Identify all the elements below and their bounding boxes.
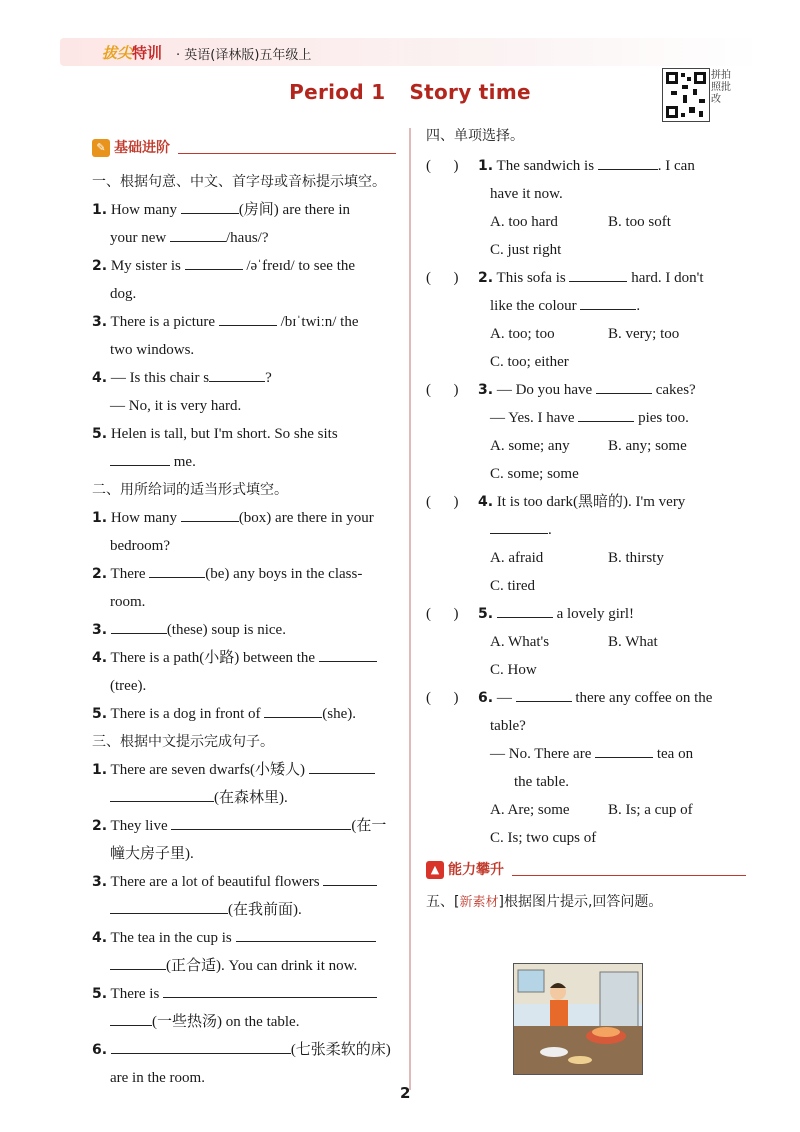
section-header-basic: ✎ 基础进阶 [92, 134, 396, 162]
answer-blank[interactable] [149, 561, 205, 578]
answer-blank[interactable] [163, 981, 377, 998]
question: 4. — Is this chair s ? [92, 364, 396, 392]
option-a[interactable]: A. some; any [490, 438, 570, 454]
answer-blank[interactable] [516, 685, 572, 702]
answer-blank[interactable] [181, 197, 239, 214]
brand-logo: 拔尖特训 [102, 44, 163, 62]
kitchen-illustration [513, 963, 643, 1075]
question: 5. There is a dog in front of (she). [92, 700, 396, 728]
question: 2. My sister is /əˈfreɪd/ to see the [92, 252, 396, 280]
answer-blank[interactable] [598, 153, 658, 170]
answer-blank[interactable] [110, 953, 166, 970]
question: 5. Helen is tall, but I'm short. So she sits [92, 426, 338, 442]
answer-blank[interactable] [596, 377, 652, 394]
page-title: Period 1 Story time [289, 80, 531, 104]
option-b[interactable]: B. any; some [608, 438, 687, 454]
answer-blank[interactable] [309, 757, 375, 774]
answer-blank[interactable] [578, 405, 634, 422]
question: 1. There are seven dwarfs(小矮人) [92, 756, 396, 784]
option-c[interactable]: C. Is; two cups of [490, 830, 597, 846]
page-number: 2 [400, 1084, 411, 1102]
option-b[interactable]: B. too soft [608, 214, 671, 230]
question: 3. There is a picture /bɪˈtwiːn/ the [92, 308, 396, 336]
mc-question: ( ) 2. This sofa is hard. I don't [426, 264, 746, 292]
answer-blank[interactable] [170, 225, 226, 242]
qr-note: 拼拍照批改 [711, 70, 731, 105]
option-c[interactable]: C. How [490, 662, 537, 678]
question: 6. (七张柔软的床) [92, 1036, 396, 1064]
question: 2. There (be) any boys in the class- [92, 560, 396, 588]
book-title: · 英语(译林版)五年级上 [176, 48, 312, 63]
section-header-advanced: ▲ 能力攀升 [426, 856, 746, 884]
part2-heading: 二、用所给词的适当形式填空。 [92, 482, 288, 498]
question: 1. How many (房间) are there in [92, 196, 396, 224]
option-a[interactable]: A. too; too [490, 326, 555, 342]
answer-blank[interactable] [110, 449, 170, 466]
rocket-icon: ▲ [426, 861, 444, 879]
option-c[interactable]: C. tired [490, 578, 535, 594]
answer-blank[interactable] [569, 265, 627, 282]
option-b[interactable]: B. thirsty [608, 550, 664, 566]
answer-blank[interactable] [111, 1037, 291, 1054]
answer-blank[interactable] [497, 601, 553, 618]
option-b[interactable]: B. Is; a cup of [608, 802, 693, 818]
mc-question: ( ) 3. — Do you have cakes? [426, 376, 746, 404]
question: 3. (these) soup is nice. [92, 616, 396, 644]
option-b[interactable]: B. very; too [608, 326, 680, 342]
option-c[interactable]: C. too; either [490, 354, 569, 370]
left-column: ✎ 基础进阶 一、根据句意、中文、首字母或音标提示填空。 1. How many (房间) are there in your new /haus/? 2. My sister is /əˈfreɪd/ to see the dog. 3. There is a picture /bɪˈtwiːn/ the two windows. 4. — Is this chair s ? — No, it is very hard. 5. Helen is tall, but I'm short. So she sits me. 二、用所给词的适当形式填空。 1. How many (box) are there in your bedroom? 2. There (be) any boys in the class- room. 3. (these) soup is nice. 4. There is a path(小路) between the (tree). 5. There is a dog in front of (she). 三、根据中文提示完成句子。 1. There are seven dwarfs(小矮人) (在森林里). 2. They live (在一 幢大房子里). 3. There are a lot of beautiful flowers (在我前面). 4. The tea in the cup is (正合适). You can drink it now. 5. There is (一些热汤) on the table. 6. (七张柔软的床) are in the room. [92, 134, 396, 1092]
answer-blank[interactable] [111, 617, 167, 634]
option-c[interactable]: C. just right [490, 242, 562, 258]
answer-blank[interactable] [264, 701, 322, 718]
question: 4. There is a path(小路) between the [92, 644, 396, 672]
answer-blank[interactable] [110, 785, 214, 802]
page-header-band [60, 38, 760, 66]
mc-question: ( ) 1. The sandwich is . I can [426, 152, 746, 180]
part4-heading: 四、单项选择。 [426, 128, 524, 144]
part1-heading: 一、根据句意、中文、首字母或音标提示填空。 [92, 174, 386, 190]
option-a[interactable]: A. too hard [490, 214, 558, 230]
answer-blank[interactable] [580, 293, 636, 310]
answer-blank[interactable] [219, 309, 277, 326]
question: 1. How many (box) are there in your [92, 504, 396, 532]
answer-blank[interactable] [171, 813, 351, 830]
mc-question: ( ) 4. It is too dark(黑暗的). I'm very [426, 494, 686, 510]
option-a[interactable]: A. afraid [490, 550, 544, 566]
right-column: 四、单项选择。 ( ) 1. The sandwich is . I can have it now. A. too hard B. too soft C. just right ( ) 2. This sofa is hard. I don't like the colour . A. too; too B. very; too C. too; either ( ) 3. — Do you have cakes? — Yes. I have pies too. A. some; any B. any; some C. some; some ( ) 4. It is too dark(黑暗的). I'm very . A. afraid B. thirsty C. tired ( ) 5. a lovely girl! A. What's B. What C. How ( ) 6. — there any coffee on the table? — No. There are tea on the table. A. Are; some B. Is; a cup of C. Is; two cups of ▲ 能力攀升 五、[新素材]根据图片提示,回答问题。 [426, 122, 746, 916]
option-a[interactable]: A. What's [490, 634, 550, 650]
pencil-icon: ✎ [92, 139, 110, 157]
question: 5. There is [92, 980, 396, 1008]
answer-blank[interactable] [319, 645, 377, 662]
option-a[interactable]: A. Are; some [490, 802, 570, 818]
answer-blank[interactable] [209, 365, 265, 382]
question: 4. The tea in the cup is [92, 924, 396, 952]
mc-question: ( ) 6. — there any coffee on the [426, 684, 746, 712]
question: 3. There are a lot of beautiful flowers [92, 868, 396, 896]
answer-blank[interactable] [110, 897, 228, 914]
part3-heading: 三、根据中文提示完成句子。 [92, 734, 274, 750]
mc-question: ( ) 5. a lovely girl! [426, 600, 746, 628]
option-c[interactable]: C. some; some [490, 466, 579, 482]
part5-heading: 五、[新素材]根据图片提示,回答问题。 [426, 894, 663, 910]
answer-blank[interactable] [110, 1009, 152, 1026]
answer-blank[interactable] [236, 925, 376, 942]
question: 2. They live (在一 [92, 812, 396, 840]
answer-blank[interactable] [181, 505, 239, 522]
option-b[interactable]: B. What [608, 634, 658, 650]
answer-blank[interactable] [185, 253, 243, 270]
answer-blank[interactable] [595, 741, 653, 758]
answer-blank[interactable] [490, 517, 548, 534]
answer-blank[interactable] [323, 869, 377, 886]
column-divider [409, 128, 411, 1090]
